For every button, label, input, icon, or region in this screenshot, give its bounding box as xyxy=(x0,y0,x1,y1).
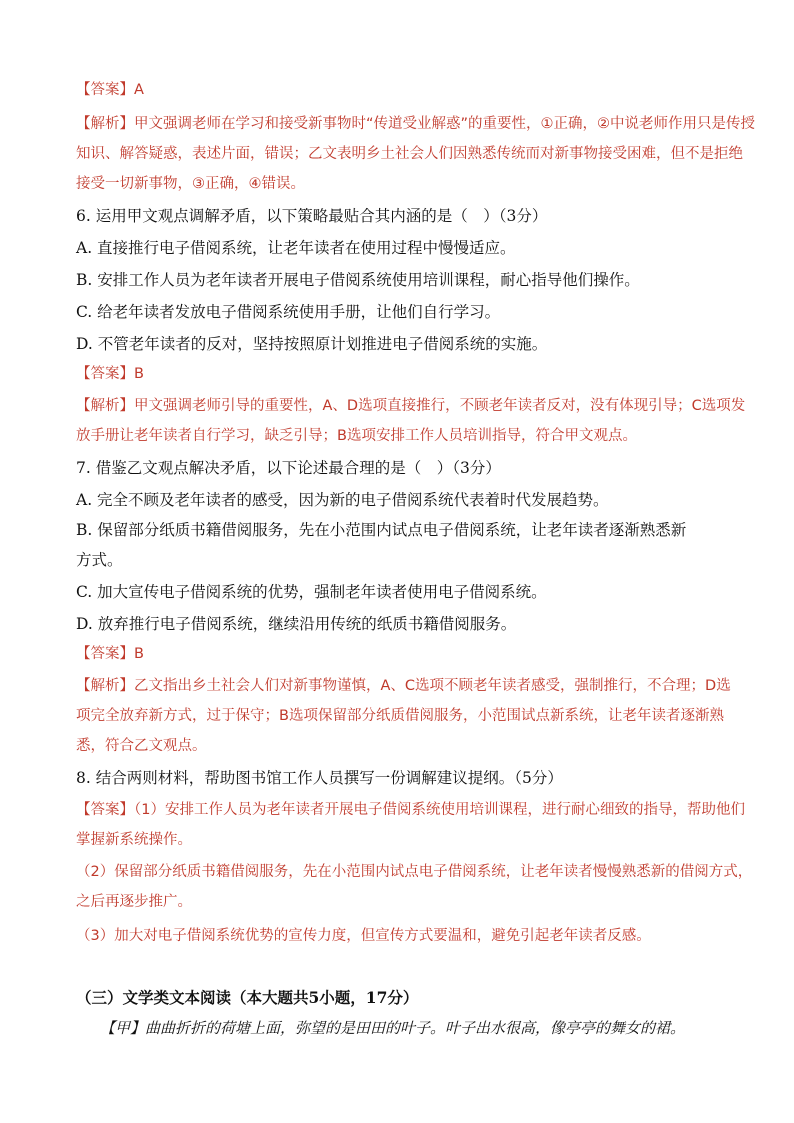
answer-label: 【答案】A xyxy=(76,82,144,98)
passage-line: 【甲】曲曲折折的荷塘上面，弥望的是田田的叶子。叶子出水很高，像亭亭的舞女的裙。 xyxy=(100,1019,686,1037)
analysis-line: 【解析】甲文强调老师在学习和接受新事物时“传道受业解惑”的重要性，①正确，②中说老师作用只是传授 xyxy=(76,116,756,132)
option-c: C. 给老年读者发放电子借阅系统使用手册，让他们自行学习。 xyxy=(76,303,501,321)
option-b: B. 保留部分纸质书籍借阅服务，先在小范围内试点电子借阅系统，让老年读者逐渐熟悉新 xyxy=(76,521,687,539)
option-b-continued: 方式。 xyxy=(76,551,123,569)
analysis-line: 项完全放弃新方式，过于保守；B选项保留部分纸质借阅服务，小范围试点新系统，让老年读者逐渐熟 xyxy=(76,708,724,724)
option-d: D. 放弃推行电子借阅系统，继续沿用传统的纸质书籍借阅服务。 xyxy=(76,615,517,633)
option-c: C. 加大宣传电子借阅系统的优势，强制老年读者使用电子借阅系统。 xyxy=(76,583,547,601)
question-7: 7. 借鉴乙文观点解决矛盾，以下论述最合理的是（ ）（3分） xyxy=(76,459,501,477)
option-b: B. 安排工作人员为老年读者开展电子借阅系统使用培训课程，耐心指导他们操作。 xyxy=(76,271,640,289)
option-a: A. 直接推行电子借阅系统，让老年读者在使用过程中慢慢适应。 xyxy=(76,239,516,257)
analysis-line: 知识、解答疑惑，表述片面，错误；乙文表明乡土社会人们因熟悉传统而对新事物接受困难，但不是拒绝 xyxy=(76,146,743,162)
answer-label: 【答案】B xyxy=(76,366,144,382)
answer-line: （3）加大对电子借阅系统优势的宣传力度，但宣传方式要温和，避免引起老年读者反感。 xyxy=(76,928,651,944)
analysis-line: 放手册让老年读者自行学习，缺乏引导；B选项安排工作人员培训指导，符合甲文观点。 xyxy=(76,428,637,444)
analysis-line: 【解析】乙文指出乡土社会人们对新事物谨慎，A、C选项不顾老年读者感受，强制推行，不合理；D选 xyxy=(76,678,731,694)
analysis-line: 接受一切新事物，③正确，④错误。 xyxy=(76,176,305,192)
option-a: A. 完全不顾及老年读者的感受，因为新的电子借阅系统代表着时代发展趋势。 xyxy=(76,491,609,509)
question-8: 8. 结合两则材料，帮助图书馆工作人员撰写一份调解建议提纲。（5分） xyxy=(76,769,563,787)
answer-label: 【答案】B xyxy=(76,646,144,662)
analysis-line: 【解析】甲文强调老师引导的重要性，A、D选项直接推行，不顾老年读者反对，没有体现引导；C选项发 xyxy=(76,398,746,414)
section-heading: （三）文学类文本阅读（本大题共5小题，17分） xyxy=(76,988,419,1007)
analysis-line: 悉，符合乙文观点。 xyxy=(76,738,207,754)
answer-line: 之后再逐步推广。 xyxy=(76,894,192,910)
option-d: D. 不管老年读者的反对，坚持按照原计划推进电子借阅系统的实施。 xyxy=(76,335,548,353)
answer-line: 【答案】（1）安排工作人员为老年读者开展电子借阅系统使用培训课程，进行耐心细致的指导，帮助他们 xyxy=(76,802,745,818)
question-6: 6. 运用甲文观点调解矛盾，以下策略最贴合其内涵的是（ ）（3分） xyxy=(76,207,548,225)
answer-line: （2）保留部分纸质书籍借阅服务，先在小范围内试点电子借阅系统，让老年读者慢慢熟悉新的借阅方式， xyxy=(76,864,753,880)
answer-line: 掌握新系统操作。 xyxy=(76,832,192,848)
